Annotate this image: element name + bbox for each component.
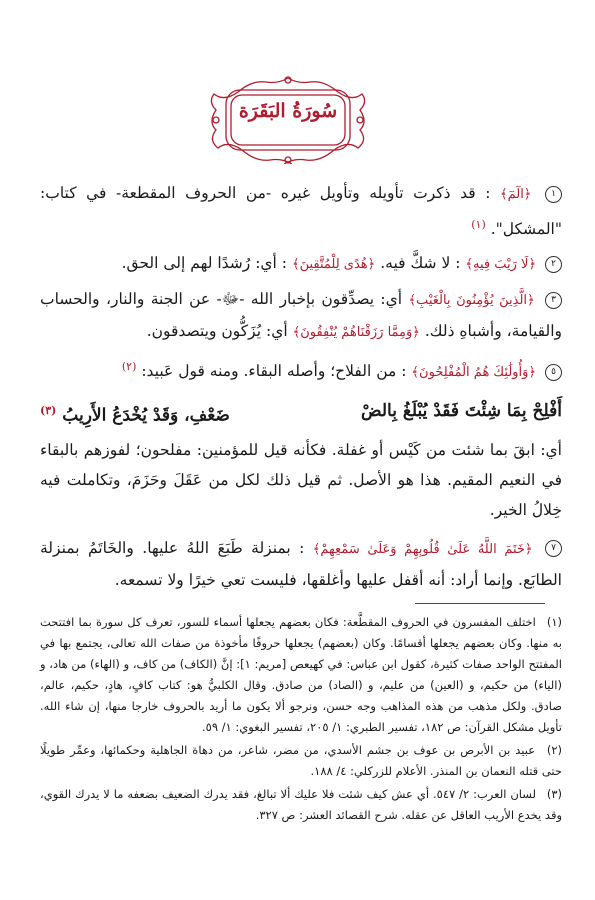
footnote-number: (٢): [546, 743, 562, 757]
footnotes: [40, 612, 562, 828]
verse-number: ٥: [545, 364, 562, 381]
verse-entry-2: [40, 248, 562, 280]
verse-number: ١: [545, 186, 562, 203]
footnote-number: (١): [546, 615, 562, 629]
quran-quote: ﴿وَأُولَٰئِكَ هُمُ الْمُفْلِحُونَ﴾: [411, 365, 537, 381]
commentary: : أي: رُشدًا لهم إلى الحق.: [121, 254, 288, 273]
footnote-ref[interactable]: (٣): [40, 404, 57, 418]
poem-first-hemistich: أَفْلِحْ بِمَا شِئْتَ فَقَدْ يُبْلَغُ بِالضْ: [361, 401, 562, 422]
verse-entry-3: [40, 284, 562, 348]
footnote-number: (٣): [546, 787, 562, 801]
verse-number: ٣: [545, 292, 562, 309]
verse-entry-5: [40, 352, 562, 388]
verse-entry-1: [40, 178, 562, 244]
poem-second-hemistich: ضَعْفِ، وَقَدْ يُخْدَعُ الأَرِيبُ: [62, 405, 230, 426]
commentary: أي: يصدِّقون بإخبار الله -ﷻ- عن الجنة والنار، والحساب والقيامة، وأشباهِ ذلك.: [40, 290, 562, 341]
poem-second-hemistich-wrap: [40, 396, 230, 431]
commentary: أي: يُزَكُّون ويتصدقون.: [146, 322, 288, 341]
footnote-text: اختلف المفسرون في الحروف المقطَّعة: فكان بعضهم يجعلها أسماء للسور، تعرف كل سورة بما افتتحت به منها. وكان بعضهم يجعلها أقسامًا. وكان (بعضهم) يجعلها حروفًا مأخوذة من صفات الله تعالى، يجتمع بها في المفتتح الواحد صفات كثيرة، كقول ابن عباس: في كهيعص [مريم: ١]: إنَّ (الكاف) من كاف، و (الهاء) من هاد، و (الياء) من حكيم، و (العين) من عليم، و (الصاد) من صادق. وقال الكلبيُّ هو: كتاب كافٍ، هادٍ، حكيم، عالم، صادق. ولكل مذهب من هذه المذاهب وجه حسن، ونرجو ألا يكون ما أريد بالحروف خارجا منها، إن شاء الله. تأويل مشكل القرآن: ص ١٨٢، تفسير الطبري: ١/ ٢٠٥، تفسير البغوي: ١/ ٥٩.: [40, 615, 562, 734]
quran-quote: ﴿هُدًى لِلْمُتَّقِينَ﴾: [291, 257, 376, 273]
footnote-separator: [415, 603, 545, 604]
quran-quote: ﴿الَّذِينَ يُؤْمِنُونَ بِالْغَيْبِ﴾: [408, 293, 535, 309]
footnote-3: [40, 784, 562, 826]
surah-title: سُورَةُ البَقَرَة: [238, 100, 338, 122]
footnote-ref[interactable]: (١): [471, 218, 486, 231]
footnote-text: عبيد بن الأبرص بن عوف بن جشم الأسدي، من مضر، شاعر، من دهاة الجاهلية وحكمائها، وعمِّر طويلًا حتى قتله النعمان بن المنذر. الأعلام للزركلي: ٤/ ١٨٨.: [40, 743, 562, 778]
quran-quote: ﴿الٓمٓ﴾: [499, 187, 532, 202]
verse-number: ٧: [545, 540, 562, 557]
footnote-2: [40, 740, 562, 782]
quran-quote: ﴿خَتَمَ اللَّهُ عَلَىٰ قُلُوبِهِمْ وَعَلَىٰ سَمْعِهِمْ﴾: [312, 541, 533, 557]
quran-quote: ﴿لَا رَيْبَ فِيهِ﴾: [465, 257, 537, 273]
commentary: : لا شكَّ فيه.: [380, 254, 461, 273]
tafsir-body: [40, 178, 562, 599]
surah-header-frame: [208, 76, 368, 164]
footnote-1: [40, 612, 562, 738]
quran-quote: ﴿وَمِمَّا رَزَقْنَاهُمْ يُنْفِقُونَ﴾: [292, 325, 420, 341]
verse-number: ٢: [545, 256, 562, 273]
commentary: : قد ذكرت تأويله وتأويل غيره -من الحروف المقطعة- في كتاب: "المشكل".: [40, 184, 562, 239]
footnote-ref[interactable]: (٢): [121, 360, 137, 374]
footnote-text: لسان العرب: ٢/ ٥٤٧. أي عش كيف شئت فلا عليك ألا تبالغ، فقد يدرك الضعيف بضعفه ما لا يدرك القوي، وقد يخدع الأريب العاقل عن عقله. شرح القصائد العشر: ص ٣٢٧.: [40, 787, 562, 822]
poem-verse: [40, 396, 562, 431]
commentary: : بمنزلة طَبَعَ اللهُ عليها. والخَاتَمُ بمنزلة الطابَع. وإنما أراد: أنه أقفل عليها وأغلقها، فليست تعي خيرًا ولا تسمعه.: [40, 538, 562, 589]
verse-entry-7: [40, 533, 562, 595]
explanation-paragraph: أي: ابقَ بما شئت من كَيْس أو غفلة. فكأنه قيل للمؤمنين: مفلحون؛ لفوزهم بالبقاء في النعيم المقيم. هذا هو الأصل. ثم قيل ذلك لكل من عَقَلَ وحَزَمَ، وتكاملت فيه خِلالُ الخير.: [40, 440, 562, 519]
commentary: : من الفلاح؛ وأصله البقاء. ومنه قول عَبيد:: [141, 362, 407, 381]
